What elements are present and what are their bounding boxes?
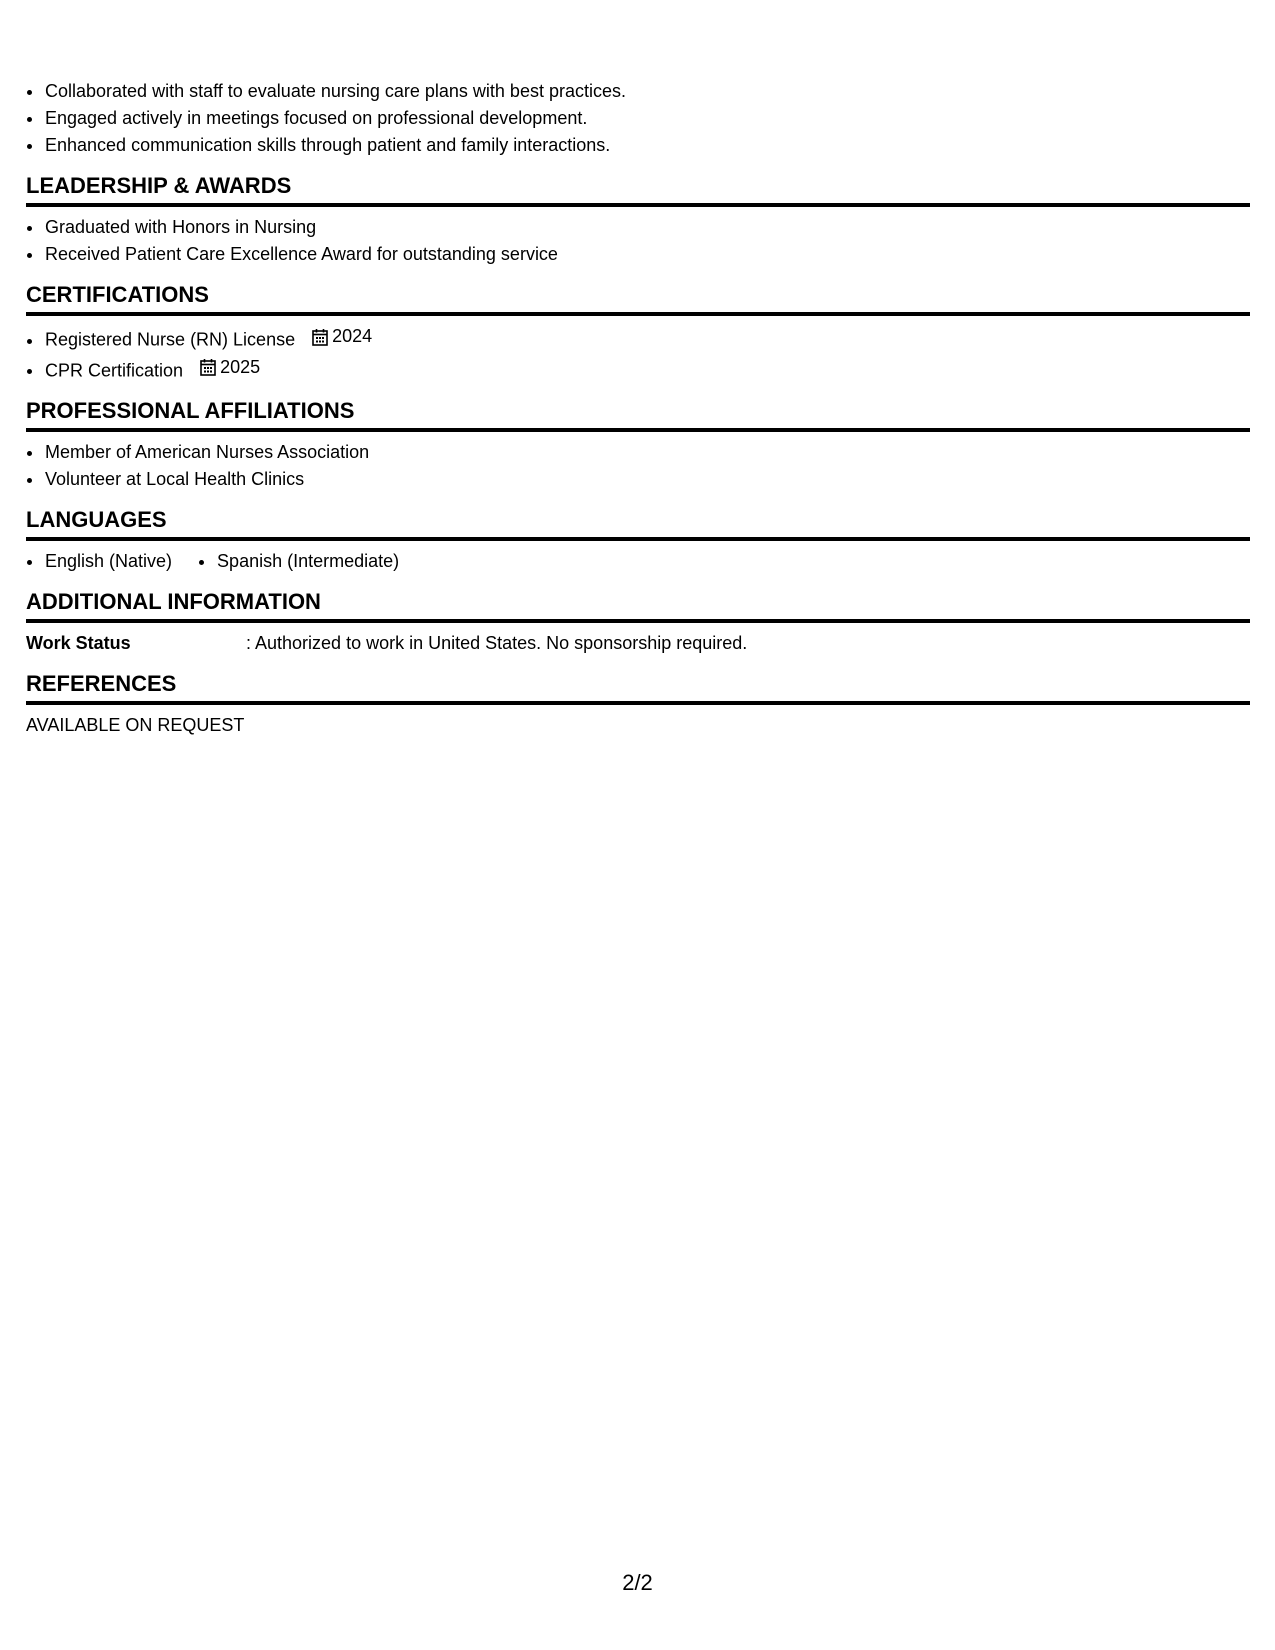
page-number: 2/2 [622, 1570, 653, 1595]
leadership-list [26, 214, 1250, 268]
languages-section [26, 507, 1250, 575]
experience-bullet: • Collaborated with staff to evaluate nursing care plans with best practices. [44, 78, 1250, 105]
affiliations-heading: PROFESSIONAL AFFILIATIONS [26, 398, 1250, 432]
languages-heading: LANGUAGES [26, 507, 1250, 541]
leadership-section [26, 173, 1250, 268]
experience-bullets [26, 78, 1250, 159]
affiliations-list [26, 439, 1250, 493]
certifications-heading: CERTIFICATIONS [26, 282, 1250, 316]
certification-year: 2025 [220, 356, 261, 377]
additional-info-section [26, 589, 1250, 657]
certification-name: Registered Nurse (RN) License [45, 329, 296, 350]
calendar-icon [200, 358, 216, 376]
languages-list [26, 548, 1250, 575]
leadership-item: • Received Patient Care Excellence Award for outstanding service [44, 241, 1250, 268]
affiliations-section [26, 398, 1250, 493]
additional-info-heading: ADDITIONAL INFORMATION [26, 589, 1250, 623]
references-text: AVAILABLE ON REQUEST [26, 715, 245, 735]
leadership-heading: LEADERSHIP & AWARDS [26, 173, 1250, 207]
language-item: • English (Native) [44, 548, 172, 575]
certification-item [44, 323, 1250, 354]
affiliation-item: • Volunteer at Local Health Clinics [44, 466, 1250, 493]
references-section [26, 671, 1250, 739]
work-status-label: Work Status [26, 633, 131, 653]
work-status-value: : Authorized to work in United States. No sponsorship required. [246, 633, 748, 653]
certification-year: 2024 [332, 326, 373, 346]
language-item: • Spanish (Intermediate) [216, 548, 399, 575]
work-status-row [26, 630, 1250, 657]
experience-bullet: • Enhanced communication skills through patient and family interactions. [44, 132, 1250, 159]
resume-page [26, 78, 1250, 739]
certifications-section [26, 282, 1250, 384]
experience-bullet: • Engaged actively in meetings focused on professional development. [44, 105, 1250, 132]
certification-date [200, 354, 260, 381]
affiliation-item: • Member of American Nurses Association [44, 439, 1250, 466]
certification-name: CPR Certification [45, 360, 184, 380]
calendar-icon [312, 328, 328, 346]
certification-date [312, 323, 372, 350]
references-heading: REFERENCES [26, 671, 1250, 705]
certifications-list [26, 323, 1250, 384]
certification-item [44, 354, 1250, 385]
leadership-item: • Graduated with Honors in Nursing [44, 214, 1250, 241]
